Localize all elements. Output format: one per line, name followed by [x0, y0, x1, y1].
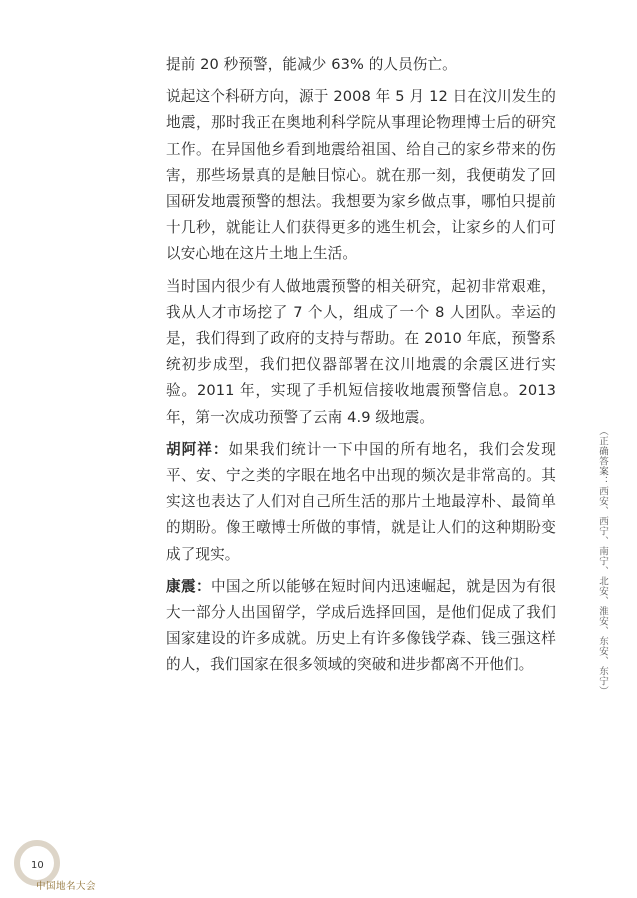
page-number: 10 [31, 860, 44, 871]
paragraph-4 [166, 437, 556, 568]
paragraph-text: 当时国内很少有人做地震预警的相关研究，起初非常艰难，我从人才市场挖了 7 个人，组成了一个 8 人团队。幸运的是，我们得到了政府的支持与帮助。在 2010 年底，预警系统初步成型，我们把仪器部署在汶川地震的余震区进行实验。2011 年，实现了手机短信接收地震预警信息。2013 年，第一次成功预警了云南 4.9 级地震。 [166, 277, 556, 426]
paragraph-5 [166, 574, 556, 679]
speaker-label: 康震： [166, 577, 212, 595]
paragraph-text: 如果我们统计一下中国的所有地名，我们会发现平、安、宁之类的字眼在地名中出现的频次是非常高的。其实这也表达了人们对自己所生活的那片土地最淳朴、最简单的期盼。像王暾博士所做的事情，就是让人们的这种期盼变成了现实。 [166, 440, 557, 563]
paragraph-text: 中国之所以能够在短时间内迅速崛起，就是因为有很大一部分人出国留学，学成后选择回国，是他们促成了我们国家建设的许多成就。历史上有许多像钱学森、钱三强这样的人，我们国家在很多领域的突破和进步都离不开他们。 [166, 577, 556, 674]
paragraph-text: 说起这个科研方向，源于 2008 年 5 月 12 日在汶川发生的地震，那时我正在奥地利科学院从事理论物理博士后的研究工作。在异国他乡看到地震给祖国、给自己的家乡带来的伤害，那些场景真的是触目惊心。就在那一刻，我便萌发了回国研发地震预警的想法。我想要为家乡做点事，哪怕只提前十几秒，就能让人们获得更多的逃生机会，让家乡的人们可以安心地在这片土地上生活。 [166, 88, 556, 263]
answer-side-note: （正确答案：西安、西宁、南宁、北安、淮安、东安、东宁） [597, 426, 608, 696]
paragraph-1 [166, 52, 556, 78]
body-text [166, 52, 556, 685]
paragraph-3 [166, 274, 556, 431]
paragraph-2 [166, 84, 556, 267]
speaker-label: 胡阿祥： [166, 440, 229, 458]
paragraph-text: 提前 20 秒预警，能减少 63% 的人员伤亡。 [166, 56, 457, 73]
book-title-footer: 中国地名大会 [36, 881, 97, 892]
